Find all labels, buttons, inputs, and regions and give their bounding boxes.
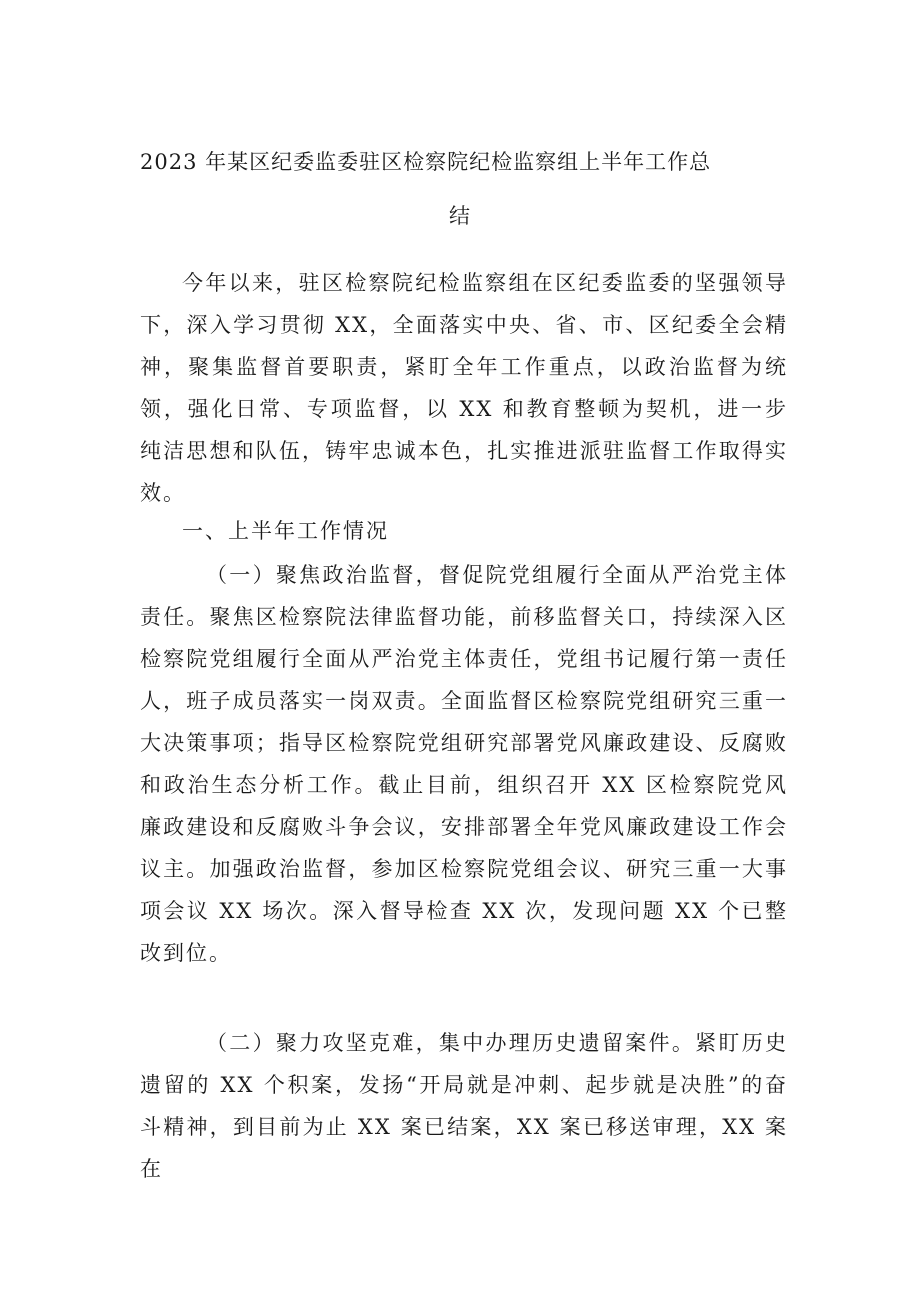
intro-paragraph: 今年以来，驻区检察院纪检监察组在区纪委监委的坚强领导下，深入学习贯彻 XX，全面落实中央、省、市、区纪委全会精神，聚集监督首要职责，紧盯全年工作重点，以政治监督为统领，强化日常、专项监督，以 XX 和教育整顿为契机，进一步纯洁思想和队伍，铸牢忠诚本色，扎实推进派驻监督工作取得实效。	[140, 271, 788, 505]
document-title-line-2: 结	[449, 204, 471, 228]
section-heading: 一、上半年工作情况	[182, 519, 389, 543]
subsection-1-paragraph: （一）聚焦政治监督，督促院党组履行全面从严治党主体责任。聚焦区检察院法律监督功能，前移监督关口，持续深入区检察院党组履行全面从严治党主体责任，党组书记履行第一责任人，班子成员落实一岗双责。全面监督区检察院党组研究三重一大决策事项；指导区检察院党组研究部署党风廉政建设、反腐败和政治生态分析工作。截止目前，组织召开 XX 区检察院党风廉政建设和反腐败斗争会议，安排部署全年党风廉政建设工作会议主。加强政治监督，参加区检察院党组会议、研究三重一大事项会议 XX 场次。深入督导检查 XX 次，发现问题 XX 个已整改到位。	[140, 563, 788, 965]
subsection-2-paragraph: （二）聚力攻坚克难，集中办理历史遗留案件。紧盯历史遗留的 XX 个积案，发扬“开局就是冲刺、起步就是决胜”的奋斗精神，到目前为止 XX 案已结案，XX 案已移送审理，XX 案在	[140, 1031, 788, 1181]
document-title-line-1: 2023 年某区纪委监委驻区检察院纪检监察组上半年工作总	[140, 150, 712, 174]
